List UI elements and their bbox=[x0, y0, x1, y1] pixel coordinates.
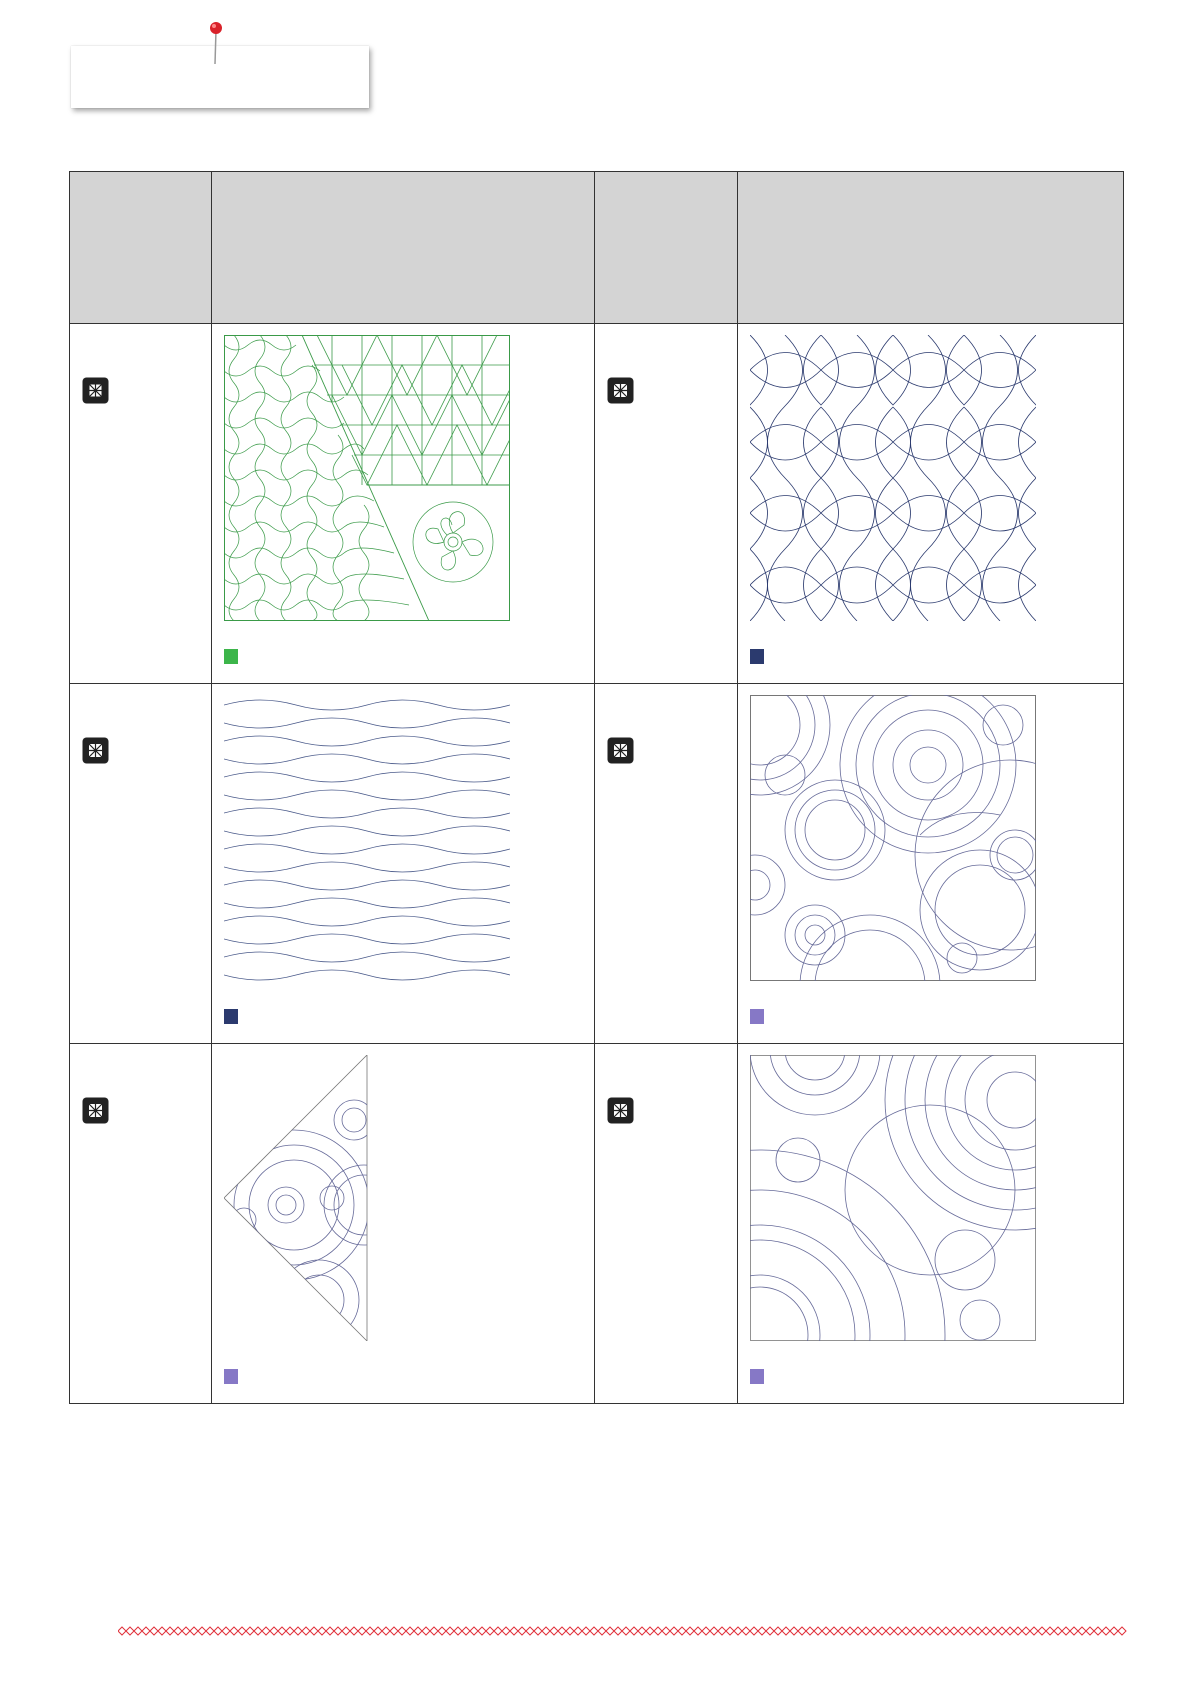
stitch-diamond bbox=[358, 1627, 366, 1635]
stitch-diamond bbox=[326, 1627, 334, 1635]
stitch-diamond bbox=[230, 1627, 238, 1635]
stitch-diamond bbox=[974, 1627, 982, 1635]
stitch-diamond bbox=[558, 1627, 566, 1635]
stitch-diamond bbox=[758, 1627, 766, 1635]
stitch-diamond bbox=[1102, 1627, 1110, 1635]
stitch-diamond bbox=[470, 1627, 478, 1635]
stitch-diamond bbox=[718, 1627, 726, 1635]
stitch-diamond bbox=[574, 1627, 582, 1635]
stitch-diamond bbox=[662, 1627, 670, 1635]
stitch-diamond bbox=[814, 1627, 822, 1635]
stitch-diamond bbox=[982, 1627, 990, 1635]
stitch-diamond bbox=[790, 1627, 798, 1635]
triangle-circles-pattern-preview bbox=[224, 1055, 510, 1341]
stitch-diamond bbox=[342, 1627, 350, 1635]
stitch-diamond bbox=[542, 1627, 550, 1635]
header-cell bbox=[738, 172, 1124, 324]
header-cell bbox=[212, 172, 595, 324]
large-circles-pattern-preview bbox=[750, 1055, 1036, 1341]
stitch-diamond bbox=[310, 1627, 318, 1635]
thread-color-swatch bbox=[750, 1369, 764, 1384]
quilt-pattern-table bbox=[69, 171, 1124, 1404]
stitch-diamond bbox=[502, 1627, 510, 1635]
stitch-diamond bbox=[118, 1627, 126, 1635]
stitch-diamond bbox=[694, 1627, 702, 1635]
stitch-diamond bbox=[302, 1627, 310, 1635]
stitch-diamond bbox=[454, 1627, 462, 1635]
stitch-diamond bbox=[246, 1627, 254, 1635]
table-row bbox=[70, 1044, 1124, 1404]
stitch-diamond bbox=[686, 1627, 694, 1635]
pattern-cell bbox=[212, 1044, 595, 1404]
stitch-diamond bbox=[126, 1627, 134, 1635]
stitch-diamond bbox=[1054, 1627, 1062, 1635]
quilt-pattern-icon[interactable] bbox=[82, 1097, 109, 1124]
stitch-diamond bbox=[742, 1627, 750, 1635]
stitch-diamond bbox=[966, 1627, 974, 1635]
stitch-diamond bbox=[910, 1627, 918, 1635]
stitch-diamond bbox=[854, 1627, 862, 1635]
stitch-diamond bbox=[174, 1627, 182, 1635]
stitch-diamond bbox=[294, 1627, 302, 1635]
stitch-diamond bbox=[614, 1627, 622, 1635]
stitch-diamond bbox=[142, 1627, 150, 1635]
stitch-diamond bbox=[638, 1627, 646, 1635]
stitch-diamond bbox=[918, 1627, 926, 1635]
stitch-diamond bbox=[406, 1627, 414, 1635]
stitch-diamond bbox=[702, 1627, 710, 1635]
stitch-diamond bbox=[726, 1627, 734, 1635]
stitch-diamond bbox=[894, 1627, 902, 1635]
stitch-diamond bbox=[942, 1627, 950, 1635]
green-pattern-preview bbox=[224, 335, 510, 621]
pattern-cell bbox=[738, 324, 1124, 684]
thread-color-swatch bbox=[750, 649, 764, 664]
stitch-diamond bbox=[430, 1627, 438, 1635]
stitch-diamond bbox=[1062, 1627, 1070, 1635]
stitch-diamond bbox=[134, 1627, 142, 1635]
stitch-diamond bbox=[478, 1627, 486, 1635]
quilt-pattern-icon[interactable] bbox=[607, 377, 634, 404]
stitch-diamond bbox=[182, 1627, 190, 1635]
footer-stitch-border bbox=[118, 1625, 1130, 1637]
pushpin-icon bbox=[208, 20, 224, 66]
stitch-diamond bbox=[998, 1627, 1006, 1635]
stitch-diamond bbox=[878, 1627, 886, 1635]
header-cell bbox=[595, 172, 738, 324]
stitch-diamond bbox=[902, 1627, 910, 1635]
icon-cell bbox=[70, 324, 212, 684]
stitch-diamond bbox=[1070, 1627, 1078, 1635]
table-row bbox=[70, 684, 1124, 1044]
stitch-diamond bbox=[774, 1627, 782, 1635]
stitch-diamond bbox=[382, 1627, 390, 1635]
stitch-diamond bbox=[1094, 1627, 1102, 1635]
stitch-diamond bbox=[286, 1627, 294, 1635]
stitch-diamond bbox=[590, 1627, 598, 1635]
stitch-diamond bbox=[670, 1627, 678, 1635]
stitch-diamond bbox=[510, 1627, 518, 1635]
stitch-diamond bbox=[646, 1627, 654, 1635]
stitch-diamond bbox=[1030, 1627, 1038, 1635]
stitch-diamond bbox=[822, 1627, 830, 1635]
stitch-diamond bbox=[1110, 1627, 1118, 1635]
pattern-cell bbox=[738, 1044, 1124, 1404]
stitch-diamond bbox=[222, 1627, 230, 1635]
stitch-diamond bbox=[206, 1627, 214, 1635]
stitch-diamond bbox=[374, 1627, 382, 1635]
stitch-diamond bbox=[350, 1627, 358, 1635]
stitch-diamond bbox=[398, 1627, 406, 1635]
stitch-diamond bbox=[1022, 1627, 1030, 1635]
stitch-diamond bbox=[334, 1627, 342, 1635]
stitch-diamond bbox=[414, 1627, 422, 1635]
stitch-diamond bbox=[270, 1627, 278, 1635]
stitch-diamond bbox=[862, 1627, 870, 1635]
stitch-diamond bbox=[710, 1627, 718, 1635]
stitch-diamond bbox=[750, 1627, 758, 1635]
icon-cell bbox=[70, 684, 212, 1044]
stitch-diamond bbox=[422, 1627, 430, 1635]
icon-cell bbox=[595, 684, 738, 1044]
stitch-diamond bbox=[278, 1627, 286, 1635]
stitch-diamond bbox=[934, 1627, 942, 1635]
stitch-diamond bbox=[494, 1627, 502, 1635]
stitch-diamond bbox=[990, 1627, 998, 1635]
header-cell bbox=[70, 172, 212, 324]
stitch-diamond bbox=[630, 1627, 638, 1635]
table-row bbox=[70, 324, 1124, 684]
stitch-diamond bbox=[798, 1627, 806, 1635]
stitch-diamond bbox=[606, 1627, 614, 1635]
stitch-diamond bbox=[390, 1627, 398, 1635]
quilt-pattern-icon[interactable] bbox=[82, 377, 109, 404]
icon-cell bbox=[70, 1044, 212, 1404]
stitch-diamond bbox=[806, 1627, 814, 1635]
stitch-diamond bbox=[534, 1627, 542, 1635]
stitch-diamond bbox=[838, 1627, 846, 1635]
quilt-pattern-icon[interactable] bbox=[607, 737, 634, 764]
stitch-diamond bbox=[158, 1627, 166, 1635]
stitch-diamond bbox=[1046, 1627, 1054, 1635]
stitch-diamond bbox=[678, 1627, 686, 1635]
icon-cell bbox=[595, 1044, 738, 1404]
stitch-diamond bbox=[238, 1627, 246, 1635]
stitch-diamond bbox=[870, 1627, 878, 1635]
stitch-diamond bbox=[486, 1627, 494, 1635]
stitch-diamond bbox=[366, 1627, 374, 1635]
stitch-diamond bbox=[846, 1627, 854, 1635]
navy-lattice-pattern-preview bbox=[750, 335, 1036, 621]
stitch-diamond bbox=[150, 1627, 158, 1635]
thread-color-swatch bbox=[224, 1009, 238, 1024]
stitch-diamond bbox=[462, 1627, 470, 1635]
stitch-diamond bbox=[1006, 1627, 1014, 1635]
stitch-diamond bbox=[262, 1627, 270, 1635]
wavy-lines-pattern-preview bbox=[224, 695, 510, 981]
stitch-diamond bbox=[198, 1627, 206, 1635]
stitch-diamond bbox=[1014, 1627, 1022, 1635]
quilt-pattern-icon[interactable] bbox=[607, 1097, 634, 1124]
stitch-diamond bbox=[1038, 1627, 1046, 1635]
stitch-diamond bbox=[166, 1627, 174, 1635]
pattern-cell bbox=[212, 684, 595, 1044]
stitch-diamond bbox=[318, 1627, 326, 1635]
pattern-cell bbox=[738, 684, 1124, 1044]
stitch-diamond bbox=[438, 1627, 446, 1635]
icon-cell bbox=[595, 324, 738, 684]
stitch-diamond bbox=[566, 1627, 574, 1635]
stitch-diamond bbox=[830, 1627, 838, 1635]
stitch-diamond bbox=[598, 1627, 606, 1635]
stitch-diamond bbox=[654, 1627, 662, 1635]
pattern-cell bbox=[212, 324, 595, 684]
stitch-diamond bbox=[926, 1627, 934, 1635]
stitch-diamond bbox=[214, 1627, 222, 1635]
stitch-diamond bbox=[446, 1627, 454, 1635]
circles-pattern-preview bbox=[750, 695, 1036, 981]
stitch-diamond bbox=[1078, 1627, 1086, 1635]
thread-color-swatch bbox=[224, 649, 238, 664]
thread-color-swatch bbox=[224, 1369, 238, 1384]
stitch-diamond bbox=[1086, 1627, 1094, 1635]
table-header-row bbox=[70, 172, 1124, 324]
stitch-diamond bbox=[582, 1627, 590, 1635]
thread-color-swatch bbox=[750, 1009, 764, 1024]
stitch-diamond bbox=[190, 1627, 198, 1635]
stitch-diamond bbox=[958, 1627, 966, 1635]
stitch-diamond bbox=[622, 1627, 630, 1635]
stitch-diamond bbox=[550, 1627, 558, 1635]
stitch-diamond bbox=[1118, 1627, 1126, 1635]
stitch-diamond bbox=[518, 1627, 526, 1635]
stitch-diamond bbox=[254, 1627, 262, 1635]
stitch-diamond bbox=[782, 1627, 790, 1635]
stitch-diamond bbox=[886, 1627, 894, 1635]
stitch-diamond bbox=[950, 1627, 958, 1635]
quilt-pattern-icon[interactable] bbox=[82, 737, 109, 764]
stitch-diamond bbox=[734, 1627, 742, 1635]
stitch-diamond bbox=[766, 1627, 774, 1635]
stitch-diamond bbox=[526, 1627, 534, 1635]
